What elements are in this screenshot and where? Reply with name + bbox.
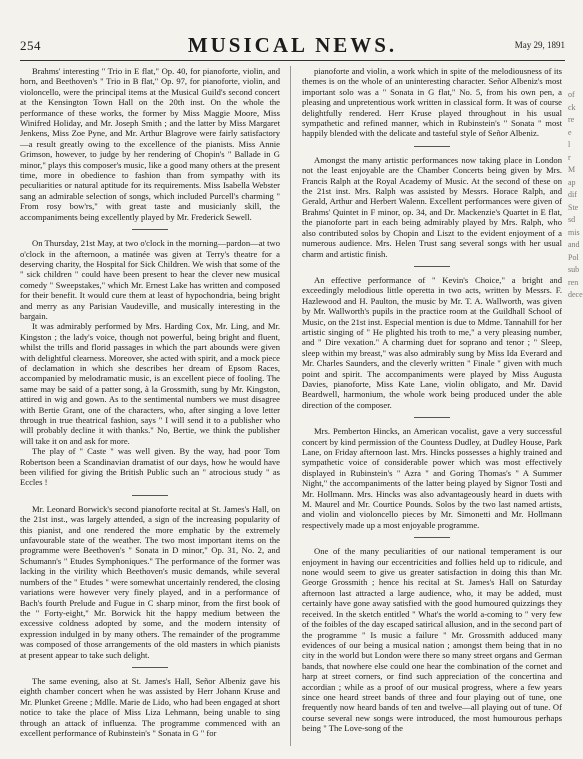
bleed-fragment: of — [568, 90, 575, 99]
page-header — [20, 30, 565, 56]
bleed-fragment: l — [568, 140, 571, 149]
bleed-fragment: Pol — [568, 252, 579, 262]
article-separator — [414, 537, 450, 538]
right-column — [302, 66, 562, 734]
article-separator — [414, 266, 450, 267]
bleed-fragment: dece — [568, 290, 583, 299]
article-separator — [132, 229, 168, 230]
header-rule — [20, 60, 565, 61]
bleed-fragment: Ste — [568, 202, 579, 212]
article-paragraph: Mrs. Pemberton Hincks, an American vocalist, gave a very successful concert by kind permission of the Countess Dudley, at Dudley House, Park Lane, on Friday afternoon last. Mrs. Hincks possesses a highly trained and sympathetic voice of considerable power which was most effectively displayed in Rubinstein's " Azra " and Goring Thomas's " A Summer Night," the accompaniments of the latter being played by Signor Tosti and Mr. Hollmann. Mrs. Hincks was also advantageously heard in duets with M. Maurel and Mr. Courtice Pounds. Solos by the two last named artists, and violin and violoncello pieces by Mr. Simonetti and Mr. Hollmann respectively made up a most enjoyable programme. — [302, 426, 562, 530]
bleed-fragment: ap — [568, 177, 576, 187]
article-separator — [414, 146, 450, 147]
article-paragraph: It was admirably performed by Mrs. Harding Cox, Mr. Ling, and Mr. Kingston ; the lady's voice, though not powerful, being bright and fluent, whilst the trills and florid passages in which the part abounds were given with delightful clearness. Moreover, she acted with spirit, and a mock piece of declamation in which she describes her dream of Epsom Races, accompanied by melodramatic music, is an excellent piece of fooling. The same may be said of a patter song, à la Grossmith, sung by Mr. Kingston, attired in wig and gown. As to the sentimental numbers we must disagree with Bertie Grant, one of the characters, who, after singing a love letter through in true theatrical fashion, says " I will send it to a publisher who will probably decline it with thanks." No, Bertie, we think the publisher will take it on and ask for more. — [20, 321, 280, 446]
bleed-fragment: ck — [568, 102, 576, 112]
masthead-title: MUSICAL NEWS. — [187, 33, 398, 57]
article-paragraph: An effective performance of " Kevin's Choice," a bright and exceedingly melodious little operetta in two acts, written by Messrs. F. Hazlewood and H. Paulton, the music by Mr. T. A. Wallworth, was given by Mr. Wallworth's pupils in the practice room at the Guildhall School of Music, on the 21st inst. Especial mention is due to Mdme. Tannahill for her artistic singing of " He plighted his troth to me," a very pleasing number, and " Dire vexation." A charming duet for soprano and tenor ; " Sleep, sleep within my breast," was also admirably sung by Miss Ida Everard and Mr. Charles Saunders, and the cleverly written " Finale " given with much point and spirit. The accompaniments were played by Miss Augusta Davies, pianoforte, Miss Kate Lane, violin obligato, and Mr. David Beardwell, harmonium, the whole work being produced under the able direction of the composer. — [302, 274, 562, 410]
bleed-fragment: sd — [568, 215, 576, 224]
article-paragraph: The play of " Caste " was well given. By the way, had poor Tom Robertson been a Scandinavian dramatist of our days, how he would have been vilified for giving the British Public such an " atrocious study " as Eccles ! — [20, 446, 280, 488]
article-paragraph: Brahms' interesting " Trio in E flat," Op. 40, for pianoforte, violin, and horn, and Beethoven's " Trio in B flat," Op. 97, for pianoforte, violin, and violoncello, were the principal items at the Musical Guild's second concert at the Kensington Town Hall on the 20th inst. On the whole the performance of these works, the former by Miss Maggie Moore, Miss Winifred Holiday, and Mr. Joseph Smith ; and the latter by Miss Margaret Jenkens, Miss Zoe Pyne, and Mr. Arthur Blagrove were fairly satisfactory—a result greatly owing to the excellence of the pianists. Miss Annie Grimson, however, to judge by her rendering of Chopin's " Ballade in G minor," plays this composer's music, like a good many others at the present time, more in obedience to fashion than from sympathy with its peculiarities or natural aptitude for its requirements. Miss Isabella Webster sang an admirable selection of songs, which included Purcell's charming " From rosy bow'rs," with great taste and musicianly skill, the accompaniments being excellently played by Mr. Frederick Sewell. — [20, 66, 280, 222]
bleed-fragment: dif — [568, 190, 577, 199]
bleed-fragment: and — [568, 240, 580, 249]
article-paragraph: Amongst the many artistic performances now taking place in London not the least enjoyable are the Chamber Concerts being given by Mrs. Francis Ralph at the Royal Academy of Music. At the second of these on the 21st inst. Mrs. Ralph was assisted by Messrs. Horace Ralph, and Gerald, Arthur and Herbert Walenn. Excellent performances were given of Brahms' Quintet in F minor, op. 34, and Dr. Mackenzie's Quartet in E flat, the pianoforte part in each being admirably played by Mrs. Ralph, who also contributed solos by Chopin and Liszt to the evident enjoyment of a numerous audience. Mrs. Helen Trust sang several songs with her usual charm and artistic finish. — [302, 154, 562, 259]
bleed-fragment: re — [568, 115, 575, 124]
article-paragraph: pianoforte and violin, a work which in spite of the melodiousness of its themes is on the whole of an uninteresting character. Señor Albeniz's most important solo was a " Sonata in G flat," No. 5, from his own pen, a pleasing and unpretentious work written in classical form. It was of course delightfully rendered. Herr Kruse played throughout in his usual sympathetic and refined manner, which in Rubinstein's " Sonata " most happily blended with the delicate and tasteful style of Señor Albeniz. — [302, 66, 562, 139]
bleed-fragment: mis — [568, 227, 580, 237]
page-number: 254 — [20, 38, 41, 53]
issue-date: May 29, 1891 — [514, 40, 565, 50]
facing-page-bleed — [568, 90, 583, 303]
article-paragraph: Mr. Leonard Borwick's second pianoforte recital at St. James's Hall, on the 21st inst., was largely attended, a sign of the increasing popularity of this pianist, and one rendered the more emphatic by the extremely unfavourable state of the weather. The two most important items on the programme were Beethoven's " Sonata in D minor," Op. 31, No. 2, and Schumann's " Etudes Symphoniques." The performance of the former was lacking in the virility which Beethoven's music demands, while several numbers of the " Etudes " were somewhat uncertainly rendered, the closing variations were however very finely played, and in a performance of Bach's fourth Prelude and Fugue in C sharp minor, from the first book of the " Forty-eight," Mr. Borwick hit the happy medium between the excessive coldness adopted by some, and the modern intensity of expression indulged in by many others. The remainder of the programme was composed of those arrangements of the old masters in which pianists at present appear to take such delight. — [20, 503, 280, 660]
article-separator — [132, 667, 168, 668]
column-divider — [290, 66, 291, 746]
left-column — [20, 66, 280, 738]
bleed-fragment: sub — [568, 265, 580, 274]
bleed-fragment: r — [568, 152, 571, 162]
bleed-fragment: M — [568, 165, 576, 174]
article-separator — [132, 495, 168, 496]
article-separator — [414, 417, 450, 418]
article-paragraph: On Thursday, 21st May, at two o'clock in the morning—pardon—at two o'clock in the afternoon, a matinée was given at Terry's theatre for a deserving charity, the Hospital for Sick Children. We wish that some of the " sick children " could have been present to hear the clever new musical comedy " Sweepstakes," which Mr. Ernest Lake has written and composed for their benefit. It would cure them at least of hypochondria, being bright and merry as any Parisian Vaudeville, and musically interesting in the bargain. — [20, 238, 280, 321]
article-paragraph: One of the many peculiarities of our national temperament is our enjoyment in having our eccentricities and follies held up to ridicule, and none would seem to give us greater satisfaction in doing this than Mr. George Grossmith ; hence his recital at St. James's Hall on Saturday afternoon last attracted a large audience, who, it may be added, must certainly have gone away satisfied with the good humoured quizzings they received. In the sketch entitled " What's the world a-coming to " very few of the foibles of the day escaped satirical allusion, and in the second part of the programme " Is music a failure " Mr. Grossmith adduced many evidences of our being a musical nation ; amongst them being that in no city in the world but London were there so many street organs and German bands, that nowhere else could one hear the combination of the cornet and harp at street corners, or find such appreciation of the concertina and accordian ; while as a proof of our musical progress, where a few years since one heard street bands of three and four playing out of tune, one frequently now heard bands of ten and twelve—all playing out of tune. Of course several new songs were introduced, the most humourous perhaps being " The Love-song of the — [302, 546, 562, 734]
article-paragraph: The same evening, also at St. James's Hall, Señor Albeniz gave his eighth chamber concert when he was assisted by Herr Johann Kruse and Mr. Plunket Greene ; Mdlle. Marie de Lido, who had been engaged at short notice to take the place of Miss Liza Lehmann, being unable to sing through an attack of influenza. The programme commenced with an excellent performance of Rubinstein's " Sonata in G " for — [20, 675, 280, 738]
bleed-fragment: e — [568, 127, 572, 137]
bleed-fragment: ren — [568, 277, 579, 287]
